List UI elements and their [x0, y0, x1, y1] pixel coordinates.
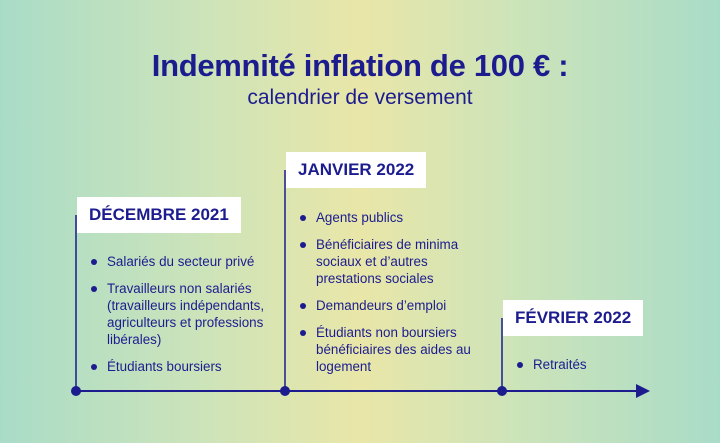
- list-item: [90, 280, 275, 348]
- bullet-icon: [517, 362, 523, 368]
- list-item: [299, 324, 489, 375]
- list-item-text: Agents publics: [316, 210, 404, 225]
- bullet-icon: [300, 215, 306, 221]
- list-item-text: Bénéficiaires de minima sociaux et d’autres prestations sociales: [316, 237, 459, 286]
- list-item-text: Salariés du secteur privé: [107, 254, 255, 269]
- timeline-marker-february: [497, 386, 507, 396]
- bullet-icon: [300, 242, 306, 248]
- list-item-text: Étudiants boursiers: [107, 359, 222, 374]
- bullet-icon: [91, 286, 97, 292]
- list-item-text: Retraités: [533, 357, 587, 372]
- bullet-icon: [300, 330, 306, 336]
- page-subtitle: calendrier de versement: [247, 86, 473, 109]
- list-item: [516, 356, 696, 373]
- page-title: Indemnité inflation de 100 € :: [151, 48, 569, 83]
- list-item-text: Étudiants non boursiers bénéficiaires des aides au logement: [316, 325, 471, 374]
- list-item-text: Travailleurs non salariés (travailleurs indépendants, agriculteurs et professions libérales): [107, 281, 265, 347]
- list-item-text: Demandeurs d’emploi: [316, 298, 447, 313]
- period-label-january: JANVIER 2022: [286, 152, 426, 188]
- list-item: [90, 358, 275, 375]
- period-list-december: [90, 253, 275, 385]
- period-label-february: FÉVRIER 2022: [503, 300, 643, 336]
- timeline-arrow-icon: [636, 384, 650, 398]
- period-label-december: DÉCEMBRE 2021: [77, 197, 241, 233]
- list-item: [90, 253, 275, 270]
- list-item: [299, 209, 489, 226]
- bullet-icon: [91, 364, 97, 370]
- period-list-february: [516, 356, 696, 383]
- bullet-icon: [91, 259, 97, 265]
- bullet-icon: [300, 303, 306, 309]
- list-item: [299, 297, 489, 314]
- period-list-january: [299, 209, 489, 385]
- timeline-marker-december: [71, 386, 81, 396]
- timeline-marker-january: [280, 386, 290, 396]
- list-item: [299, 236, 489, 287]
